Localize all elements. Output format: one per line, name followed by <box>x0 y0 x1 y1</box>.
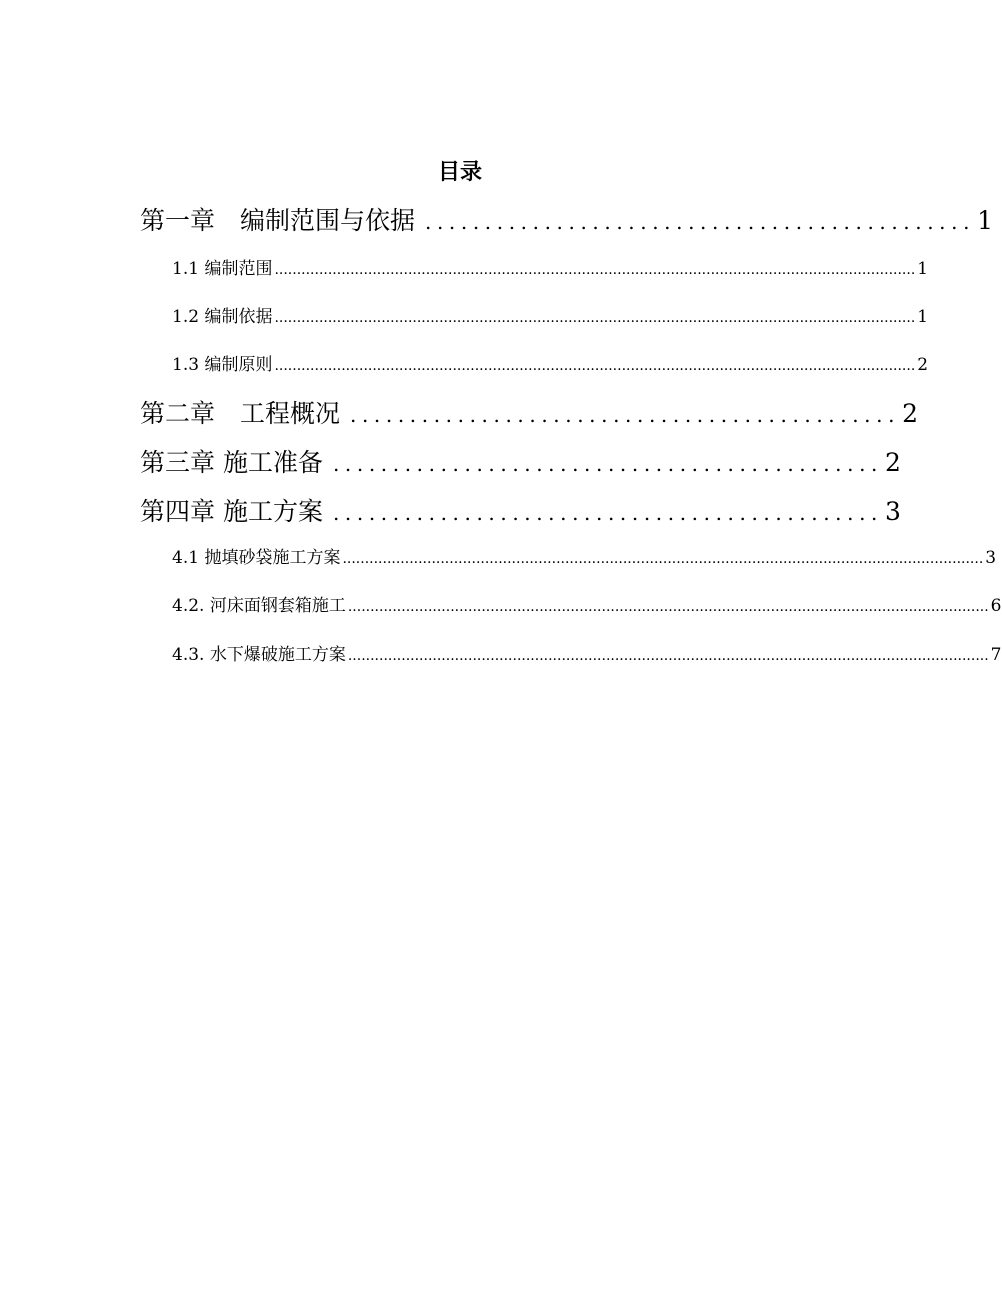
toc-entry-page: 2 <box>917 355 929 375</box>
toc-dot-leader: .............................................. <box>332 452 883 476</box>
toc-entry-page: 7 <box>990 645 1002 665</box>
toc-entry-chapter-4[interactable] <box>140 494 901 531</box>
toc-dot-leader: .............................................. <box>332 501 883 525</box>
toc-entry-label: 4.1 抛填砂袋施工方案 <box>172 548 341 568</box>
toc-dot-leader: .............................................. <box>425 210 976 234</box>
toc-entry-section-1-2[interactable] <box>172 304 929 331</box>
toc-entry-label: 第四章 施工方案 <box>140 497 323 526</box>
toc-entry-page: 1 <box>977 206 993 235</box>
toc-entry-label: 第一章 编制范围与依据 <box>140 206 416 235</box>
toc-entry-section-4-1[interactable] <box>172 545 997 572</box>
toc-entry-page: 2 <box>885 448 901 477</box>
toc-entry-section-1-3[interactable] <box>172 352 929 379</box>
toc-entry-label: 1.1 编制范围 <box>172 259 273 279</box>
toc-entry-chapter-2[interactable] <box>140 396 918 433</box>
toc-entry-page: 1 <box>917 307 929 327</box>
toc-entry-section-1-1[interactable] <box>172 256 929 283</box>
toc-entry-section-4-2[interactable] <box>172 593 1002 620</box>
toc-dot-leader: ................................................................................................................................................ <box>347 599 989 615</box>
toc-entry-page: 2 <box>902 399 918 428</box>
toc-entry-page: 6 <box>990 596 1002 616</box>
toc-entry-page: 3 <box>885 497 901 526</box>
toc-dot-leader: ................................................................................................................................................ <box>342 551 984 567</box>
toc-entry-label: 第三章 施工准备 <box>140 448 323 477</box>
toc-entry-label: 1.2 编制依据 <box>172 307 273 327</box>
toc-entry-label: 4.2. 河床面钢套箱施工 <box>172 596 346 616</box>
toc-entry-page: 3 <box>985 548 997 568</box>
toc-entry-label: 4.3. 水下爆破施工方案 <box>172 645 346 665</box>
toc-dot-leader: ................................................................................................................................................ <box>347 648 989 664</box>
toc-entry-chapter-3[interactable] <box>140 445 901 482</box>
toc-dot-leader: ................................................................................................................................................ <box>274 358 916 374</box>
toc-entry-label: 1.3 编制原则 <box>172 355 273 375</box>
toc-dot-leader: .............................................. <box>350 403 901 427</box>
toc-title: 目录 <box>437 159 482 185</box>
toc-dot-leader: ................................................................................................................................................ <box>274 310 916 326</box>
toc-dot-leader: ................................................................................................................................................ <box>274 262 916 278</box>
toc-entry-page: 1 <box>917 259 929 279</box>
toc-entry-label: 第二章 工程概况 <box>140 399 341 428</box>
toc-entry-chapter-1[interactable] <box>140 203 993 240</box>
toc-entry-section-4-3[interactable] <box>172 642 1002 669</box>
